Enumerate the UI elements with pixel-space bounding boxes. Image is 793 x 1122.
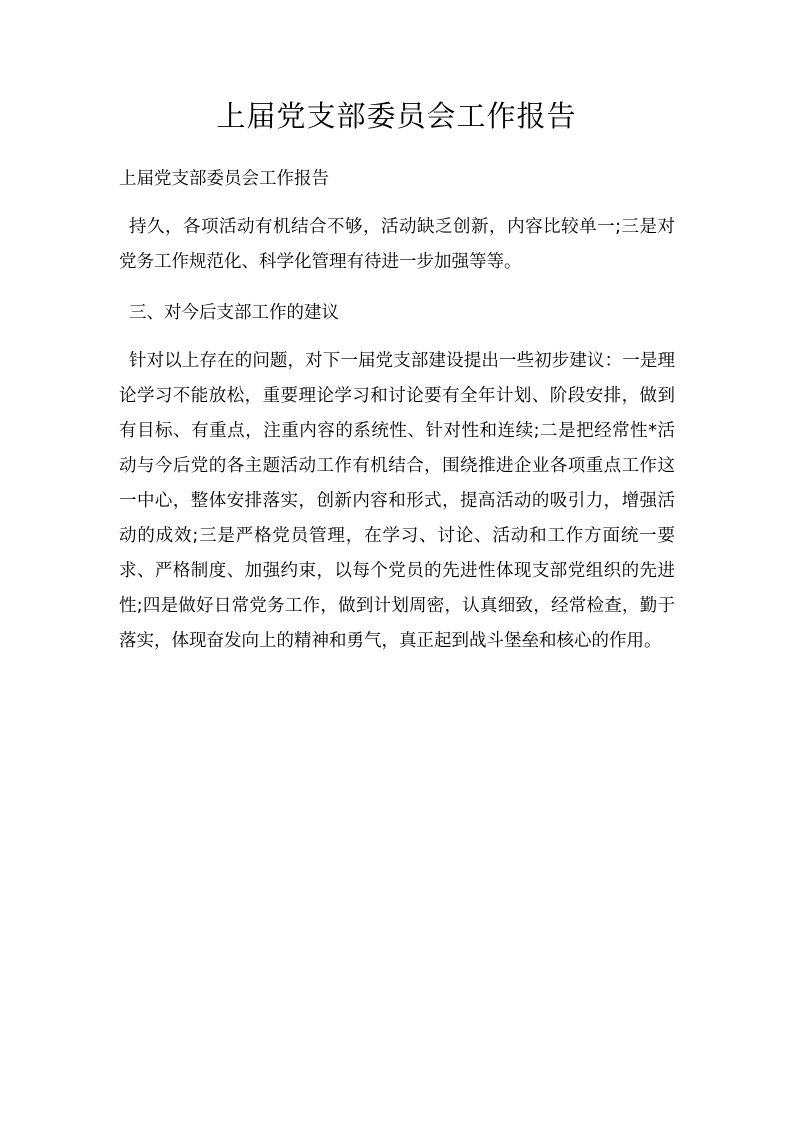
section-heading: 三、对今后支部工作的建议 — [129, 303, 339, 323]
document-subtitle: 上届党支部委员会工作报告 — [119, 169, 329, 189]
paragraph-2: 针对以上存在的问题，对下一届党支部建设提出一些初步建议：一是理论学习不能放松，重要理论学习和讨论要有全年计划、阶段安排，做到有目标、有重点，注重内容的系统性、针对性和连续;二是把经常性*活动与今后党的各主题活动工作有机结合，围绕推进企业各项重点工作这一中心，整体安排落实，创新内容和形式，提高活动的吸引力，增强活动的成效;三是严格党员管理，在学习、讨论、活动和工作方面统一要求、严格制度、加强约束，以每个党员的先进性体现支部党组织的先进性;四是做好日常党务工作，做到计划周密，认真细致，经常检查，勤于落实，体现奋发向上的精神和勇气，真正起到战斗堡垒和核心的作用。 — [119, 351, 675, 651]
document-title: 上届党支部委员会工作报告 — [216, 99, 577, 133]
paragraph-1: 持久，各项活动有机结合不够，活动缺乏创新，内容比较单一;三是对党务工作规范化、科学化管理有待进一步加强等等。 — [119, 217, 675, 272]
